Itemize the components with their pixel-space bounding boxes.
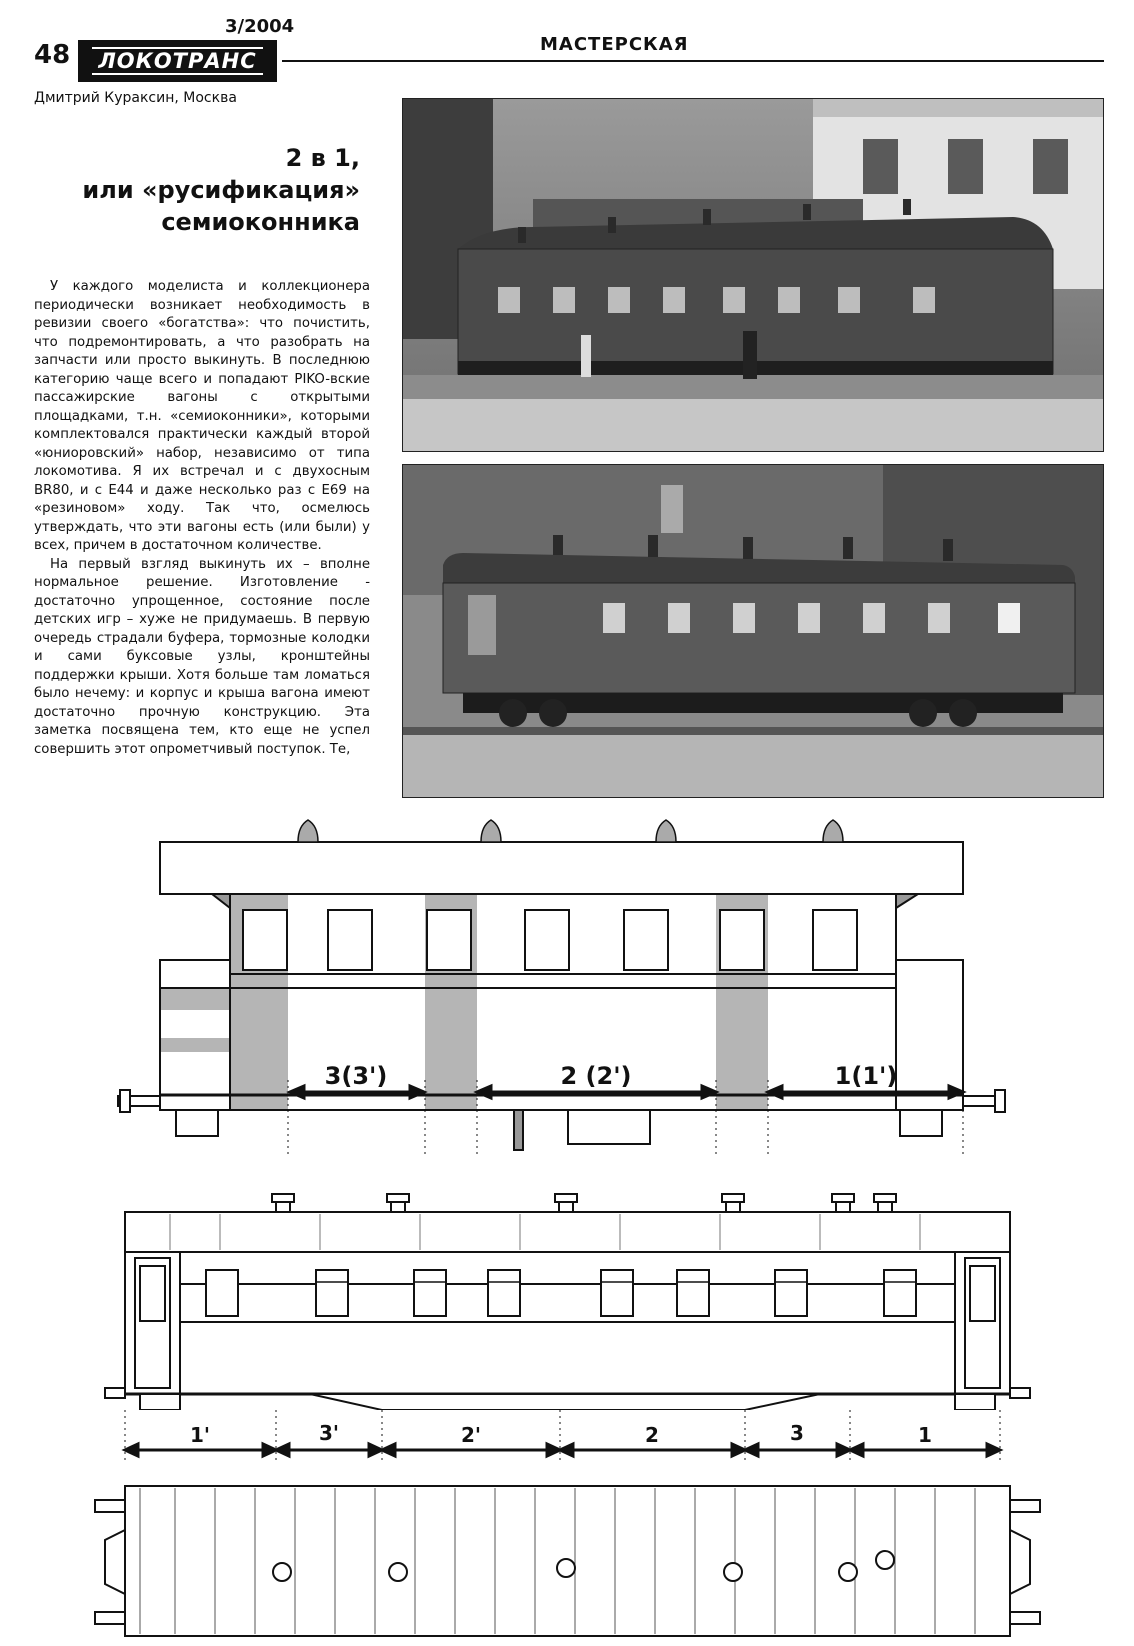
roof-vent [823,820,843,842]
drawing-1-dimensions [0,1060,1134,1120]
window [677,1270,709,1316]
logo-text: ЛОКОТРАНС [92,47,262,75]
author-line: Дмитрий Кураксин, Москва [34,90,237,106]
window [884,1270,916,1316]
page-number: 48 [34,40,71,70]
dim-label: 1(1') [834,1062,898,1090]
window [316,1270,348,1316]
article-paragraph: У каждого моделиста и коллекционера периодически возникает необходимость в ревизии своего «богатства»: что почистить, что подремонтировать, а что разобрать на запчасти или просто выкинуть. В последнюю категорию чаще всего и попадают PIKO-вские пассажирские вагоны с открытыми площадками, т.н. «семиоконники», которыми комплектовался практически каждый второй «юниоровский» набор, независимо от типа локомотива. Я их встречал и с двухосным BR80, и с Е44 и даже несколько раз с Е69 на «резиновом» ходу. Так что, осмелюсь утверждать, что эти вагоны есть (или были) у всех, причем в достаточном количестве. [34,279,370,553]
article-paragraph: На первый взгляд выкинуть их – вполне нормальное решение. Изготовление - достаточно упрощенное, состояние после детских игр – хуже не придумаешь. В первую очередь страдали буфера, тормозные колодки и сами буксовые узлы, кронштейны поддержки крыши. Хотя больше там ломаться было нечему: и корпус и крыша вагона имеют достаточно прочную конструкцию. Эта заметка посвящена тем, кто еще не успел совершить этот опрометчивый поступок. Те, [34,556,370,757]
title-line-3: семиоконника [161,208,360,236]
window [525,910,569,970]
dim-label: 2' [460,1423,482,1447]
dim-label: 2 (2') [560,1062,632,1090]
dim-label: 3(3') [324,1062,388,1090]
window [243,910,287,970]
drawing-roof-plan [0,1480,1134,1646]
dim-label: 3' [318,1421,340,1445]
magazine-logo [78,40,277,82]
roof-vent [481,820,501,842]
window [813,910,857,970]
window [488,1270,520,1316]
section-title: МАСТЕРСКАЯ [540,34,689,55]
title-line-1: 2 в 1, [285,144,360,172]
window [720,910,764,970]
roof-outline [160,842,963,894]
issue-number: 3/2004 [225,16,295,37]
drawing-converted-wagon [0,1170,1134,1410]
drawing-2-dimensions [0,1410,1134,1472]
dim-label: 2 [645,1423,659,1447]
roof-outline [125,1212,1010,1252]
shaded-panel [160,988,230,1010]
window [775,1270,807,1316]
roof-vent [656,820,676,842]
photo-wagon-layout [402,464,1104,798]
title-line-2: или «русификация» [82,176,360,204]
shaded-panel [160,1038,230,1052]
window [206,1270,238,1316]
photo-wagon-platform [402,98,1104,452]
dim-label: 1 [918,1423,932,1447]
article-body [34,278,370,759]
window [601,1270,633,1316]
window [427,910,471,970]
window [414,1270,446,1316]
dim-label: 3 [790,1421,804,1445]
roof-vent [298,820,318,842]
window [624,910,668,970]
window [328,910,372,970]
article-title [40,142,360,238]
header-rule [282,60,1104,62]
dim-label: 1' [189,1423,211,1447]
photo-wagon-platform-image [403,99,1103,451]
photo-wagon-layout-image [403,465,1103,797]
